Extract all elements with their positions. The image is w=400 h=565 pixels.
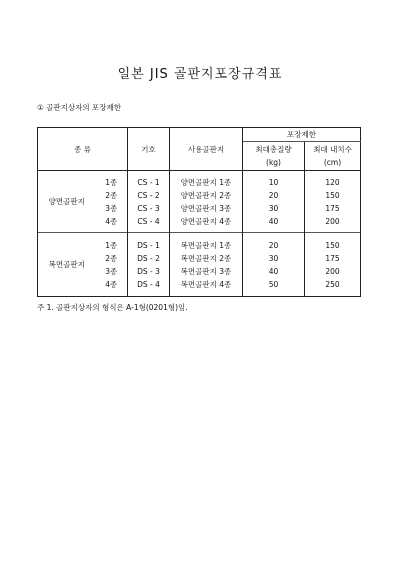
grade-value: 4종 [105,216,118,226]
dimension-cell [305,233,361,297]
symbol-value: DS - 1 [137,240,160,250]
symbol-value: CS - 3 [137,203,160,213]
symbol-value: CS - 4 [137,216,160,226]
grade-value: 1종 [105,177,118,187]
symbol-value: DS - 3 [137,266,160,276]
header-max-dimension-unit: (cm) [323,158,342,167]
weight-cell [243,171,305,233]
board-cell [170,171,243,233]
weight-value: 20 [268,240,279,250]
symbol-value: DS - 2 [137,253,160,263]
grade-value: 4종 [105,279,118,289]
board-value: 양면골판지 4종 [180,216,232,226]
header-max-dimension [305,142,361,171]
weight-value: 30 [268,253,279,263]
header-kind: 종 류 [38,128,128,171]
board-value: 양면골판지 3종 [180,203,232,213]
symbol-cell [128,171,170,233]
board-value: 복면골판지 2종 [180,253,232,263]
category-cell: 복면골판지 [38,233,96,297]
table-row [38,171,361,233]
weight-value: 30 [268,203,279,213]
grade-value: 2종 [105,253,118,263]
section-heading: ① 골판지상자의 포장제한 [37,103,121,112]
dimension-value: 250 [325,279,340,289]
page-title: 일본 JIS 골판지포장규격표 [117,67,283,82]
grade-value: 2종 [105,190,118,200]
dimension-cell [305,171,361,233]
grade-cell [96,233,128,297]
weight-value: 50 [268,279,279,289]
symbol-value: CS - 2 [137,190,160,200]
board-value: 양면골판지 2종 [180,190,232,200]
symbol-value: CS - 1 [137,177,160,187]
dimension-value: 175 [325,253,340,263]
weight-value: 10 [268,177,279,187]
symbol-value: DS - 4 [137,279,160,289]
header-max-dimension-label: 최대 내치수 [313,145,352,154]
weight-value: 40 [268,266,279,276]
table-row [38,233,361,297]
packaging-limits-table [37,127,361,297]
symbol-cell [128,233,170,297]
header-max-weight-label: 최대총질량 [255,145,292,154]
header-symbol: 기호 [128,128,170,171]
weight-value: 20 [268,190,279,200]
header-max-weight [243,142,305,171]
footnote: 주 1. 골판지상자의 형식은 A-1형(0201형)임. [37,303,188,312]
header-board: 사용골판지 [170,128,243,171]
board-value: 복면골판지 4종 [180,279,232,289]
dimension-value: 175 [325,203,340,213]
dimension-value: 150 [325,240,340,250]
dimension-value: 120 [325,177,340,187]
board-value: 양면골판지 1종 [180,177,232,187]
category-cell: 양면골판지 [38,171,96,233]
board-value: 복면골판지 1종 [180,240,232,250]
grade-value: 1종 [105,240,118,250]
header-max-weight-unit: (kg) [266,158,281,167]
header-packaging-limit: 포장제한 [243,128,361,142]
grade-cell [96,171,128,233]
grade-value: 3종 [105,266,118,276]
board-value: 복면골판지 3종 [180,266,232,276]
weight-cell [243,233,305,297]
dimension-value: 150 [325,190,340,200]
dimension-value: 200 [325,216,340,226]
dimension-value: 200 [325,266,340,276]
board-cell [170,233,243,297]
weight-value: 40 [268,216,279,226]
grade-value: 3종 [105,203,118,213]
